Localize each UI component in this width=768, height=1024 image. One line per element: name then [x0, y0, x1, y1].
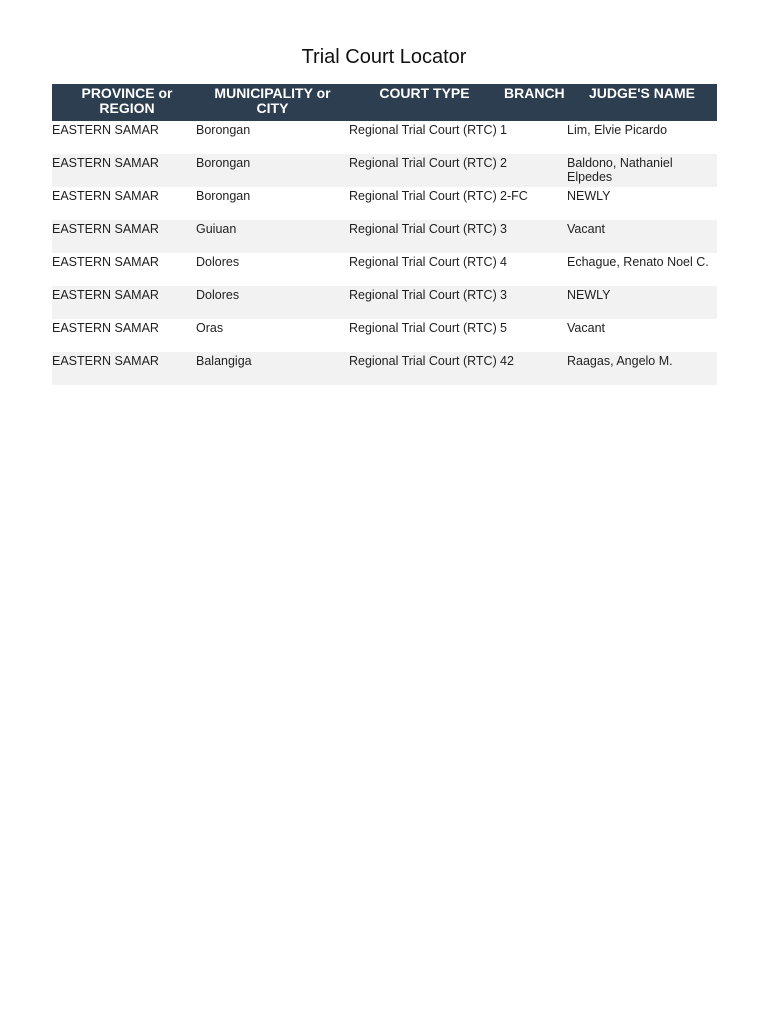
cell-municipality: Oras [196, 321, 224, 335]
table-body [52, 121, 717, 385]
cell-branch: 3 [500, 286, 567, 319]
table-row [52, 319, 717, 352]
cell-judge: Vacant [567, 220, 717, 253]
cell-province: EASTERN SAMAR [52, 321, 159, 335]
cell-municipality: Dolores [196, 255, 240, 269]
cell-judge: Baldono, Nathaniel Elpedes [567, 154, 717, 187]
cell-judge: Lim, Elvie Picardo [567, 123, 668, 137]
cell-court-type: Regional Trial Court (RTC) [349, 255, 497, 269]
cell-court-type: Regional Trial Court (RTC) [349, 321, 497, 335]
cell-court-type: Regional Trial Court (RTC) [349, 189, 497, 203]
cell-judge: Echague, Renato Noel C. [567, 255, 709, 269]
court-table [52, 84, 717, 385]
table-row [52, 121, 717, 154]
cell-court-type: Regional Trial Court (RTC) [349, 123, 497, 137]
table-row [52, 154, 717, 187]
column-header-branch[interactable]: BRANCH [500, 84, 567, 121]
cell-province: EASTERN SAMAR [52, 286, 196, 319]
table-header [52, 84, 717, 121]
cell-court-type: Regional Trial Court (RTC) [349, 220, 500, 253]
header-row [52, 84, 717, 121]
cell-municipality: Dolores [196, 286, 349, 319]
cell-municipality: Borongan [196, 189, 251, 203]
cell-municipality: Borongan [196, 123, 251, 137]
cell-branch: 4 [500, 255, 507, 269]
cell-branch: 1 [500, 123, 507, 137]
cell-province: EASTERN SAMAR [52, 154, 196, 187]
cell-province: EASTERN SAMAR [52, 352, 196, 385]
column-header-municipality[interactable]: MUNICIPALITY or CITY [196, 84, 349, 121]
table-row [52, 187, 717, 220]
cell-branch: 5 [500, 321, 507, 335]
cell-municipality: Borongan [196, 154, 349, 187]
cell-court-type: Regional Trial Court (RTC) [349, 286, 500, 319]
cell-branch: 2-FC [500, 189, 528, 203]
cell-branch: 42 [500, 352, 567, 385]
cell-court-type: Regional Trial Court (RTC) [349, 352, 500, 385]
cell-province: EASTERN SAMAR [52, 220, 196, 253]
table-row [52, 286, 717, 319]
cell-branch: 2 [500, 154, 567, 187]
cell-judge: NEWLY [567, 189, 611, 203]
column-header-judge[interactable]: JUDGE'S NAME [567, 84, 717, 121]
cell-judge: NEWLY [567, 286, 717, 319]
column-header-court-type[interactable]: COURT TYPE [349, 84, 500, 121]
cell-judge: Vacant [567, 321, 605, 335]
cell-municipality: Guiuan [196, 220, 349, 253]
table-row [52, 253, 717, 286]
table-row [52, 220, 717, 253]
page-title: Trial Court Locator [301, 46, 467, 68]
cell-municipality: Balangiga [196, 352, 349, 385]
cell-court-type: Regional Trial Court (RTC) [349, 154, 500, 187]
cell-province: EASTERN SAMAR [52, 123, 159, 137]
cell-province: EASTERN SAMAR [52, 189, 159, 203]
cell-province: EASTERN SAMAR [52, 255, 159, 269]
cell-judge: Raagas, Angelo M. [567, 352, 717, 385]
column-header-province[interactable]: PROVINCE or REGION [52, 84, 196, 121]
table-row [52, 352, 717, 385]
cell-branch: 3 [500, 220, 567, 253]
